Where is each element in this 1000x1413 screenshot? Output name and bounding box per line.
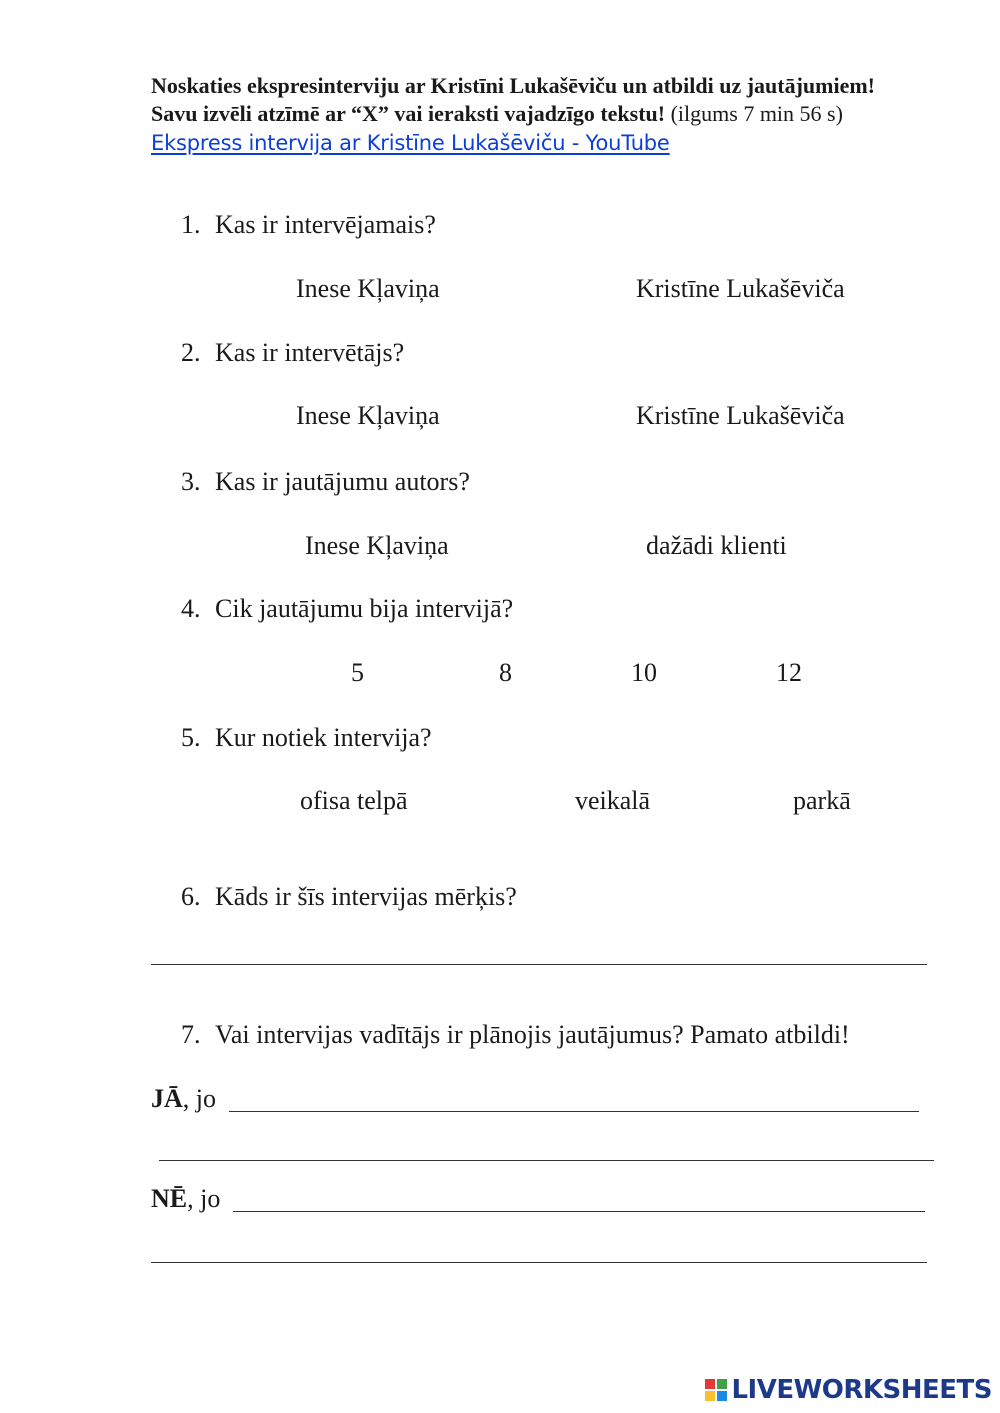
option[interactable]: 5	[351, 658, 364, 687]
option[interactable]: Kristīne Lukašēviča	[636, 274, 845, 303]
option[interactable]: veikalā	[575, 786, 651, 815]
option[interactable]: 8	[499, 658, 512, 687]
duration-text: (ilgums 7 min 56 s)	[665, 101, 843, 126]
answer-line-no[interactable]	[233, 1211, 925, 1212]
question-text: Vai intervijas vadītājs ir plānojis jautājumus? Pamato atbildi!	[215, 1020, 850, 1049]
answer-line-yes-continued[interactable]	[159, 1160, 934, 1161]
logo-icon	[705, 1379, 727, 1401]
instruction-text: Noskaties ekspresinterviju ar Kristīni Lukašēviču un atbildi uz jautājumiem!	[151, 73, 876, 98]
question-text: Kas ir intervētājs?	[215, 338, 405, 367]
option[interactable]: 12	[776, 658, 802, 687]
logo-square	[705, 1391, 715, 1401]
question-number: 5.	[181, 723, 201, 752]
logo-square	[717, 1391, 727, 1401]
option[interactable]: 10	[631, 658, 657, 687]
instruction-line-2	[151, 100, 843, 127]
question-text: Kur notiek intervija?	[215, 723, 432, 752]
option[interactable]: ofisa telpā	[300, 786, 408, 815]
logo-text: LIVEWORKSHEETS	[731, 1375, 992, 1405]
answer-line-yes[interactable]	[229, 1111, 919, 1112]
logo-square	[705, 1379, 715, 1389]
instruction-line-1	[151, 72, 875, 99]
question-text: Cik jautājumu bija intervijā?	[215, 594, 514, 623]
question-number: 3.	[181, 467, 201, 496]
option[interactable]: parkā	[793, 786, 851, 815]
yes-bold: JĀ	[151, 1084, 183, 1113]
question-number: 7.	[181, 1020, 201, 1049]
option[interactable]: Kristīne Lukašēviča	[636, 401, 845, 430]
answer-line-no-continued[interactable]	[151, 1262, 927, 1263]
no-rest: , jo	[187, 1184, 221, 1213]
option[interactable]: dažādi klienti	[646, 531, 787, 560]
yes-label	[151, 1084, 216, 1114]
logo-square	[717, 1379, 727, 1389]
option[interactable]: Inese Kļaviņa	[305, 531, 449, 560]
liveworksheets-logo	[705, 1375, 992, 1405]
question-text: Kāds ir šīs intervijas mērķis?	[215, 882, 517, 911]
option[interactable]: Inese Kļaviņa	[296, 274, 440, 303]
youtube-link[interactable]: Ekspress intervija ar Kristīne Lukašēviču - YouTube	[151, 131, 670, 155]
question-number: 6.	[181, 882, 201, 911]
instruction-bold: Savu izvēli atzīmē ar “X” vai ieraksti vajadzīgo tekstu!	[151, 101, 666, 126]
no-label	[151, 1184, 220, 1214]
no-bold: NĒ	[151, 1184, 188, 1213]
question-number: 2.	[181, 338, 201, 367]
question-text: Kas ir jautājumu autors?	[215, 467, 470, 496]
question-number: 4.	[181, 594, 201, 623]
answer-line[interactable]	[151, 964, 927, 965]
option[interactable]: Inese Kļaviņa	[296, 401, 440, 430]
yes-rest: , jo	[182, 1084, 217, 1113]
question-number: 1.	[181, 210, 201, 239]
question-text: Kas ir intervējamais?	[215, 210, 436, 239]
